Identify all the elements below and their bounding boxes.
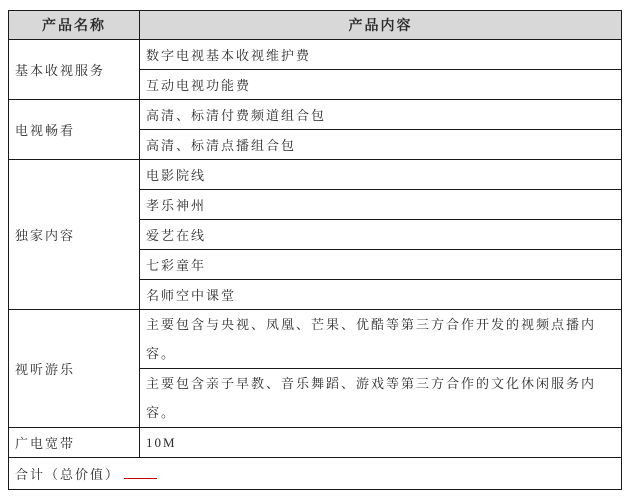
item-hd-sd-vod-package: 高清、标清点播组合包 <box>140 130 622 160</box>
table-row <box>9 160 622 190</box>
item-xiaole-shenzhou: 孝乐神州 <box>140 190 622 220</box>
item-hd-sd-paid-channel-package: 高清、标清付费频道组合包 <box>140 100 622 130</box>
group-label-broadcast-broadband: 广电宽带 <box>9 428 140 458</box>
table-row <box>9 100 622 130</box>
item-broadband-speed: 10M <box>140 428 622 458</box>
item-digital-tv-maintenance-fee: 数字电视基本收视维护费 <box>140 40 622 70</box>
item-cinema-line: 电影院线 <box>140 160 622 190</box>
table-footer-row <box>9 458 622 490</box>
group-label-exclusive-content: 独家内容 <box>9 160 140 310</box>
table-header-row <box>9 11 622 40</box>
item-third-party-vod-content: 主要包含与央视、凤凰、芒果、优酷等第三方合作开发的视频点播内容。 <box>140 310 622 369</box>
group-label-audiovisual-entertainment: 视听游乐 <box>9 310 140 428</box>
item-interactive-tv-function-fee: 互动电视功能费 <box>140 70 622 100</box>
group-label-basic-viewing-service: 基本收视服务 <box>9 40 140 100</box>
table-row <box>9 310 622 369</box>
total-label: 合计（总价值） <box>15 467 121 482</box>
product-table-container <box>8 10 622 490</box>
total-value-blank <box>124 467 157 479</box>
item-third-party-leisure-content: 主要包含亲子早教、音乐舞蹈、游戏等第三方合作的文化休闲服务内容。 <box>140 369 622 428</box>
table-row <box>9 40 622 70</box>
table-row <box>9 428 622 458</box>
group-label-tv-changkan: 电视畅看 <box>9 100 140 160</box>
item-aiyi-online: 爱艺在线 <box>140 220 622 250</box>
item-colorful-childhood: 七彩童年 <box>140 250 622 280</box>
header-product-name: 产品名称 <box>9 11 140 40</box>
header-product-content: 产品内容 <box>140 11 622 40</box>
item-famous-teacher-air-classroom: 名师空中课堂 <box>140 280 622 310</box>
product-table <box>8 10 622 490</box>
total-row-cell <box>9 458 622 490</box>
